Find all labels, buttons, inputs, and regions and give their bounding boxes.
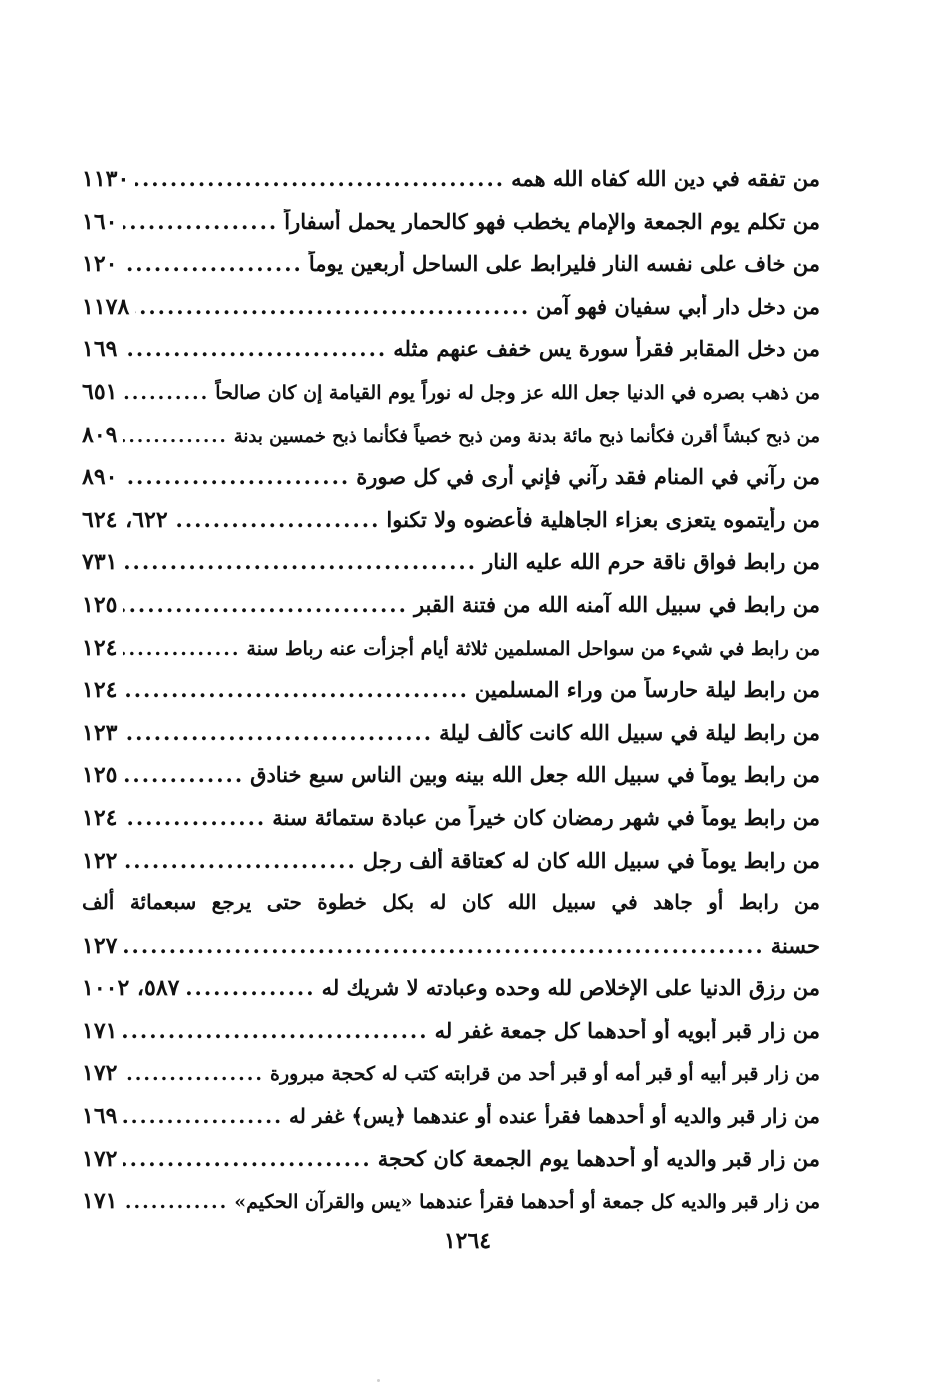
scan-speck [377,1379,380,1382]
index-entry [82,848,820,891]
entry-page-ref: ١٢٧ [82,932,118,959]
entry-page-ref: ٨٠٩ [82,421,118,448]
entry-text: من زار قبر والديه أو أحدهما فقرأ عنده أو عندهما ﴿يس﴾ غفر له [289,1104,820,1129]
entry-text: من رابط يوماً في شهر رمضان كان خيراً من عبادة ستمائة سنة [272,804,820,830]
entry-text: من رابط يوماً في سبيل الله جعل الله بينه وبين الناس سبع خنادق [250,762,820,788]
entry-page-ref: ١٢٠ [82,251,118,278]
dot-leader [123,677,468,702]
index-entry [82,294,820,337]
page-number: ١٢٦٤ [443,1228,492,1254]
entry-text: من رأيتموه يتعزى بعزاء الجاهلية فأعضوه ولا تكنوا [386,506,820,532]
entry-text: من زار قبر والديه أو أحدهما يوم الجمعة كان كحجة [377,1145,820,1171]
entry-text: من رابط ليلة في سبيل الله كانت كألف ليلة [439,719,820,745]
index-entry [82,635,820,678]
entry-text: من رابط فواق ناقة حرم الله عليه النار [483,549,820,575]
index-entry [82,1188,820,1231]
dot-leader [123,592,407,617]
entry-text: من رابط ليلة حارساً من وراء المسلمين [474,677,820,703]
entry-page-ref: ٦٢٢، ٦٢٤ [82,506,168,533]
entry-page-ref: ١٢٤ [82,634,118,661]
index-entry [82,975,820,1018]
entry-text: من زار قبر والديه كل جمعة أو أحدهما فقرأ عندهما «يس والقرآن الحكيم» [234,1191,820,1214]
index-entry [82,805,820,848]
index-entry [82,762,820,805]
entry-text: من رابط يوماً في سبيل الله كان له كعتاقة ألف رجل [362,847,820,873]
dot-leader [123,805,266,830]
dot-leader [123,549,477,574]
index-entry [82,720,820,763]
dot-leader [174,507,381,532]
index-entry [82,251,820,294]
index-entry [82,1018,820,1061]
index-entry [82,1103,820,1146]
dot-leader [123,1104,283,1128]
index-entry [82,422,820,465]
entry-page-ref: ١٦٠ [82,208,118,235]
entry-page-ref: ١٦٩ [82,336,118,363]
entry-continuation [82,933,820,976]
index-entry [82,549,820,592]
entry-page-ref: ١٢٥ [82,762,118,789]
index-entry [82,209,820,252]
dot-leader [123,1191,228,1213]
entry-text: من ذهب بصره في الدنيا جعل الله عز وجل له نوراً يوم القيامة إن كان صالحاً [215,381,820,404]
index-entry [82,464,820,507]
dot-leader [123,762,244,787]
entry-page-ref: ١٧١ [82,1017,118,1044]
entry-text-line1: من رابط أو جاهد في سبيل الله كان له بكل خطوة حتى يرجع سبعمائة ألف [82,890,820,915]
dot-leader [123,209,278,234]
dot-leader [123,848,356,873]
dot-leader [123,426,227,447]
entry-text: من ذبح كبشاً أقرن فكأنما ذبح مائة بدنة ومن ذبح خصياً فكأنما ذبح خمسين بدنة [233,425,820,447]
entry-text: من خاف على نفسه النار فليرابط على الساحل أربعين يوماً [308,251,820,277]
dot-leader [185,975,315,1000]
index-entry [82,592,820,635]
entry-page-ref: ٦٥١ [82,378,118,405]
index-entry [82,166,820,209]
index-entry [82,677,820,720]
entry-page-ref: ١٢٤ [82,677,118,704]
dot-leader [135,166,505,191]
entry-text: من زار قبر أبيه أو قبر أمه أو قبر أحد من قرابته كتب له كحجة مبرورة [270,1063,820,1086]
entry-text: من رابط في سبيل الله آمنه الله من فتنة القبر [413,591,820,617]
dot-leader [123,638,240,660]
index-entries [82,166,820,1231]
index-entry [82,1146,820,1189]
entry-page-ref: ١١٣٠ [82,166,130,192]
dot-leader [123,336,387,361]
dot-leader [123,464,350,489]
entry-text: من رابط في شيء من سواحل المسلمين ثلاثة أيام أجزأت عنه رباط سنة [246,637,820,660]
entry-text: من دخل المقابر فقرأ سورة يس خفف عنهم مثله [393,336,820,362]
dot-leader [123,1063,264,1085]
entry-page-ref: ١٧٢ [82,1145,118,1172]
entry-page-ref: ١٧٢ [82,1060,118,1087]
index-entry-wrapped [82,890,820,975]
dot-leader [123,1018,428,1043]
dot-leader [123,933,764,958]
entry-text: من زار قبر أبويه أو أحدهما كل جمعة غفر له [434,1017,820,1043]
entry-page-ref: ٥٨٧، ١٠٠٢ [82,975,180,1002]
entry-page-ref: ١٦٩ [82,1103,118,1130]
entry-text: من رزق الدنيا على الإخلاص لله وحده وعبادته لا شريك له [321,975,820,1001]
entry-page-ref: ٧٣١ [82,549,118,576]
entry-text: من تفقه في دين الله كفاه الله همه [511,166,820,191]
entry-text: من دخل دار أبي سفيان فهو آمن [536,293,820,319]
entry-page-ref: ١٧١ [82,1188,118,1215]
dot-leader [135,294,530,319]
entry-text-line2: حسنة [770,932,820,958]
entry-page-ref: ١٢٣ [82,719,118,746]
entry-text: من تكلم يوم الجمعة والإمام يخطب فهو كالحمار يحمل أسفاراً [284,208,820,234]
dot-leader [123,720,433,745]
entry-text: من رآني في المنام فقد رآني فإني أرى في كل صورة [356,464,820,490]
entry-page-ref: ١٢٢ [82,847,118,874]
index-entry [82,507,820,550]
dot-leader [123,382,209,404]
entry-page-ref: ١١٧٨ [82,293,130,320]
index-entry [82,1060,820,1103]
entry-page-ref: ١٢٥ [82,591,118,618]
dot-leader [123,1146,371,1171]
dot-leader [123,251,302,276]
entry-page-ref: ٨٩٠ [82,464,118,491]
index-entry [82,379,820,422]
index-entry [82,336,820,379]
entry-page-ref: ١٢٤ [82,804,118,831]
